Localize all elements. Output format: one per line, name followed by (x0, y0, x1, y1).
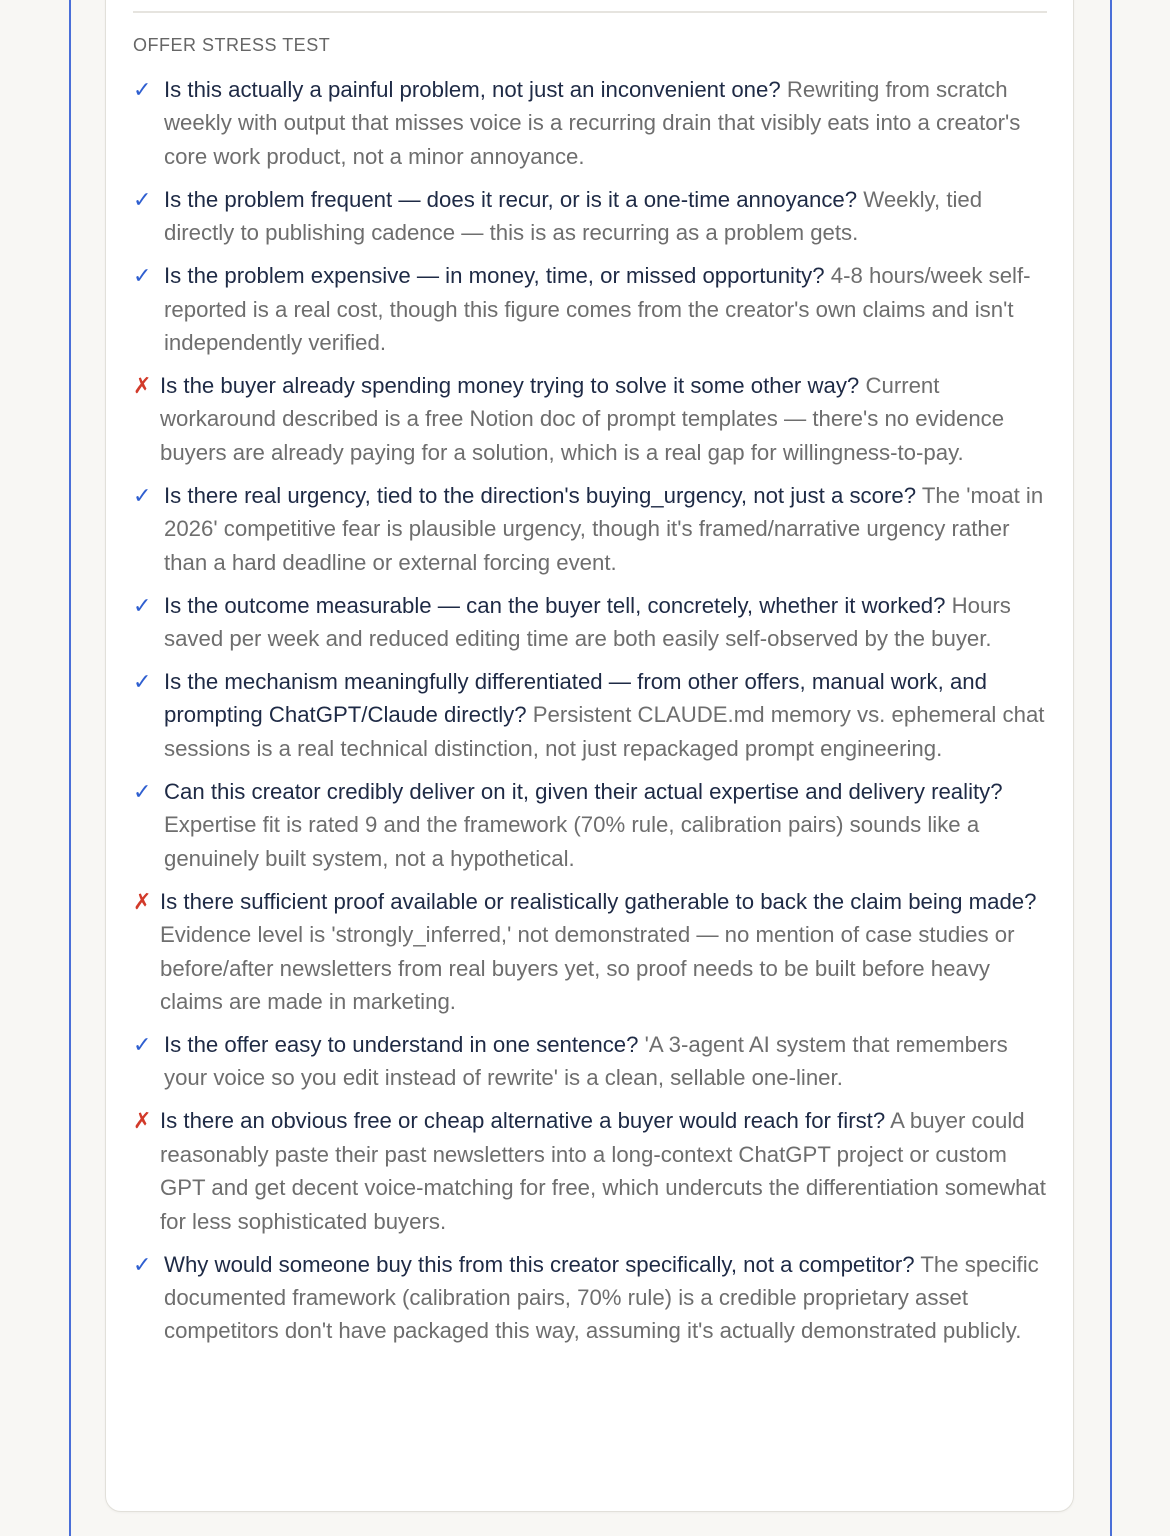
item-question: Is there real urgency, tied to the direction's buying_urgency, not just a score? (164, 482, 917, 508)
item-answer: A buyer could reasonably paste their past newsletters into a long-context ChatGPT project or custom GPT and get decent voice-matching for free, which undercuts the differentiation somewhat for less sophisticated buyers. (160, 1108, 1046, 1234)
item-text (133, 479, 1053, 579)
list-item (133, 589, 1053, 656)
item-answer: Expertise fit is rated 9 and the framework (70% rule, calibration pairs) sounds like a genuinely built system, not a hypothetical. (164, 812, 980, 871)
check-icon: ✓ (133, 778, 152, 804)
item-answer: The 'moat in 2026' competitive fear is plausible urgency, though it's framed/narrative urgency rather than a hard deadline or external forcing event. (164, 482, 1044, 575)
item-question: Why would someone buy this from this creator specifically, not a competitor? (164, 1251, 915, 1277)
item-text (133, 1028, 1053, 1095)
item-text (133, 73, 1053, 173)
item-question: Is the offer easy to understand in one sentence? (164, 1031, 639, 1057)
list-item (133, 665, 1053, 765)
list-item (133, 1028, 1053, 1095)
item-answer: Rewriting from scratch weekly with output that misses voice is a recurring drain that visibly eats into a creator's core work product, not a minor annoyance. (164, 77, 1021, 169)
list-item (133, 885, 1053, 1019)
item-text (133, 183, 1053, 250)
section-title: OFFER STRESS TEST (133, 35, 331, 55)
stress-test-list (133, 73, 1053, 1357)
item-question: Is the problem frequent — does it recur, or is it a one-time annoyance? (164, 186, 858, 212)
item-text (133, 1104, 1053, 1238)
item-question: Is the mechanism meaningfully differentiated — from other offers, manual work, and prompting ChatGPT/Claude directly? (164, 669, 987, 728)
check-icon: ✓ (133, 186, 152, 212)
list-item (133, 1248, 1053, 1348)
item-text (133, 885, 1053, 1019)
item-answer: 'A 3-agent AI system that remembers your voice so you edit instead of rewrite' is a clean, sellable one-liner. (164, 1031, 1008, 1091)
list-item (133, 479, 1053, 579)
list-item (133, 259, 1053, 359)
check-icon: ✓ (133, 1251, 152, 1277)
item-text (133, 775, 1053, 875)
list-item (133, 73, 1053, 173)
list-item (133, 369, 1053, 469)
list-item (133, 1104, 1053, 1238)
item-answer: Weekly, tied directly to publishing cadence — this is as recurring as a problem gets. (164, 186, 983, 246)
check-icon: ✓ (133, 1031, 152, 1057)
item-text (133, 665, 1053, 765)
item-answer: Persistent CLAUDE.md memory vs. ephemeral chat sessions is a real technical distinction, not just repackaged prompt engineering. (164, 702, 1045, 761)
check-icon: ✓ (133, 669, 152, 695)
check-icon: ✓ (133, 592, 152, 618)
item-question: Is the buyer already spending money trying to solve it some other way? (160, 373, 860, 399)
section-divider (133, 11, 1047, 13)
item-answer: Evidence level is 'strongly_inferred,' not demonstrated — no mention of case studies or before/after newsletters from real buyers yet, so proof needs to be built before heavy claims are made in marketing. (160, 922, 1015, 1014)
item-answer: Current workaround described is a free Notion doc of prompt templates — there's no evidence buyers are already paying for a solution, which is a real gap for willingness-to-pay. (160, 373, 1005, 465)
item-text (133, 369, 1053, 469)
item-answer: Hours saved per week and reduced editing time are both easily self-observed by the buyer. (164, 592, 1011, 652)
item-question: Can this creator credibly deliver on it, given their actual expertise and delivery reality? (164, 778, 1003, 804)
item-question: Is the outcome measurable — can the buyer tell, concretely, whether it worked? (164, 592, 946, 618)
cross-icon: ✗ (133, 373, 152, 399)
list-item (133, 183, 1053, 250)
item-answer: 4-8 hours/week self-reported is a real cost, though this figure comes from the creator's own claims and isn't independently verified. (164, 263, 1031, 356)
check-icon: ✓ (133, 77, 152, 102)
check-icon: ✓ (133, 263, 152, 289)
cross-icon: ✗ (133, 888, 152, 914)
item-text (133, 1248, 1053, 1348)
list-item (133, 775, 1053, 875)
item-text (133, 259, 1053, 359)
cross-icon: ✗ (133, 1108, 152, 1134)
check-icon: ✓ (133, 482, 152, 508)
item-question: Is this actually a painful problem, not just an inconvenient one? (164, 77, 781, 102)
item-question: Is there an obvious free or cheap alternative a buyer would reach for first? (160, 1108, 886, 1134)
item-question: Is the problem expensive — in money, time, or missed opportunity? (164, 263, 825, 289)
item-question: Is there sufficient proof available or realistically gatherable to back the claim being made? (160, 888, 1037, 914)
item-answer: The specific documented framework (calibration pairs, 70% rule) is a credible proprietary asset competitors don't have packaged this way, assuming it's actually demonstrated publicly. (164, 1251, 1039, 1344)
item-text (133, 589, 1053, 656)
